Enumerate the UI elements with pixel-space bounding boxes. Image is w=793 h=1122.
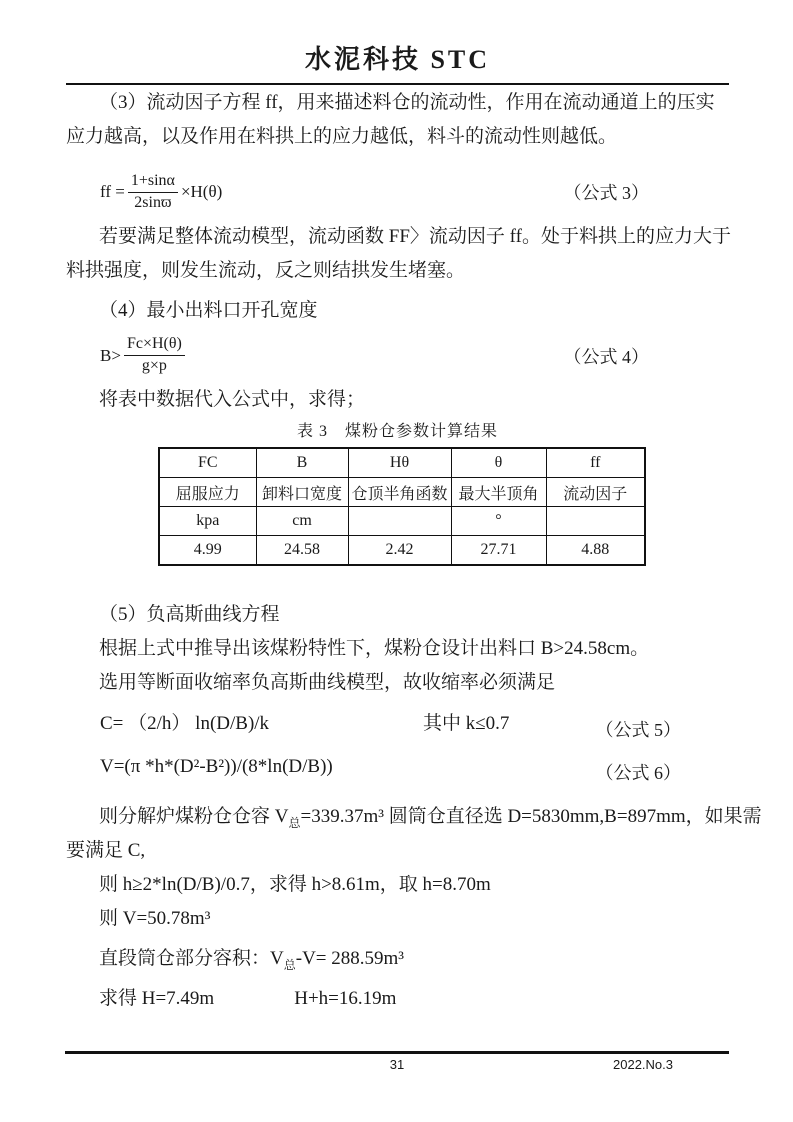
paragraph-line: 将表中数据代入公式中，求得； (99, 389, 366, 410)
formula-lhs: B> (100, 345, 121, 365)
formula-tag: （公式 3） (563, 183, 649, 203)
fraction-numerator: Fc×H(θ) (124, 334, 185, 356)
paragraph-line: 根据上式中推导出该煤粉特性下，煤粉仓设计出料口 B>24.58cm。 (99, 638, 650, 659)
formula-3 (66, 164, 729, 220)
formula-5 (66, 704, 729, 744)
table-cell: 24.58 (256, 536, 348, 566)
table-header-cell: B (256, 448, 348, 478)
paragraph-line (66, 942, 729, 976)
paragraph-line: 则 h≥2*ln(D/B)/0.7，求得 h>8.61m，取 h=8.70m (99, 874, 491, 895)
page-footer (65, 1051, 729, 1072)
table-cell: 4.99 (159, 536, 256, 566)
formula-lhs: ff = (100, 182, 125, 201)
paragraph-line: 若要满足整体流动模型，流动函数 FF〉流动因子 ff。处于料拱上的应力大于 (99, 226, 731, 247)
table-header-cell: θ (451, 448, 546, 478)
journal-header (66, 0, 729, 85)
table-row-values (159, 536, 645, 566)
table-header-cell: FC (159, 448, 256, 478)
issue-number: 2022.No.3 (613, 1057, 673, 1072)
table-cell: 卸料口宽度 (256, 478, 348, 507)
table-cell: 仓顶半角函数 (348, 478, 451, 507)
table-cell: 流动因子 (546, 478, 645, 507)
table-cell: 最大半顶角 (451, 478, 546, 507)
subscript-label: 总 (288, 815, 301, 830)
paragraph-line: 则 V=50.78m³ (99, 908, 211, 929)
paragraph-line: （3）流动因子方程 ff，用来描述料仓的流动性，作用在流动通道上的压实 (99, 92, 715, 113)
paragraph-text: =339.37m³ 圆筒仓直径选 D=5830mm,B=897mm，如果需 (300, 806, 762, 827)
paragraph-text: H+h=16.19m (294, 988, 397, 1009)
formula-tag: （公式 5） (595, 719, 681, 740)
paragraph-text: 直段筒仓部分容积：V (99, 948, 284, 969)
fraction-denominator: 2sinϖ (134, 193, 172, 211)
fraction-numerator: 1+sinα (128, 171, 178, 193)
formula-rhs: ×H(θ) (180, 182, 223, 201)
paragraph-text: 则分解炉煤粉仓仓容 V (99, 806, 289, 827)
table-cell: 屈服应力 (159, 478, 256, 507)
formula-expression: C= （2/h） ln(D/B)/k (100, 713, 270, 734)
table-cell (348, 507, 451, 536)
table-header-cell: ff (546, 448, 645, 478)
formula-6 (66, 744, 729, 790)
section-heading-4: （4）最小出料口开孔宽度 (99, 300, 318, 321)
table-cell (546, 507, 645, 536)
formula-tag: （公式 6） (595, 763, 681, 784)
table-row-units (159, 507, 645, 536)
table-row-names (159, 478, 645, 507)
formula-expression: V=(π *h*(D²-B²))/(8*ln(D/B)) (100, 756, 333, 777)
section-heading-5: （5）负高斯曲线方程 (99, 604, 280, 625)
table-cell: 27.71 (451, 536, 546, 566)
subscript-label: 总 (283, 957, 296, 972)
paragraph-text: -V= 288.59m³ (295, 948, 404, 969)
formula-condition: 其中 k≤0.7 (423, 713, 510, 734)
table-header-cell: Hθ (348, 448, 451, 478)
paragraph-line (66, 982, 729, 1016)
footer-row (65, 1054, 729, 1072)
journal-title: 水泥科技 STC (304, 45, 491, 74)
formula-tag: （公式 4） (563, 346, 649, 367)
paragraph-line (66, 800, 762, 834)
fraction (128, 171, 178, 214)
table-cell: 4.88 (546, 536, 645, 566)
paragraph-text: 求得 H=7.49m (99, 988, 215, 1009)
table-caption: 表 3 煤粉仓参数计算结果 (296, 423, 498, 440)
params-table (158, 447, 646, 566)
paragraph-line: 应力越高，以及作用在料拱上的应力越低，料斗的流动性则越低。 (66, 126, 618, 147)
table-cell: kpa (159, 507, 256, 536)
formula-4 (66, 328, 729, 383)
table-cell: cm (256, 507, 348, 536)
table-cell: ° (451, 507, 546, 536)
paragraph-line: 选用等断面收缩率负高斯曲线模型，故收缩率必须满足 (99, 672, 556, 693)
fraction (124, 334, 185, 377)
table-row-symbols (159, 448, 645, 478)
page-number: 31 (389, 1057, 405, 1072)
table-cell: 2.42 (348, 536, 451, 566)
paragraph-line: 料拱强度，则发生流动，反之则结拱发生堵塞。 (66, 260, 466, 281)
paragraph-line: 要满足 C, (66, 840, 146, 861)
fraction-denominator: g×p (141, 357, 167, 374)
